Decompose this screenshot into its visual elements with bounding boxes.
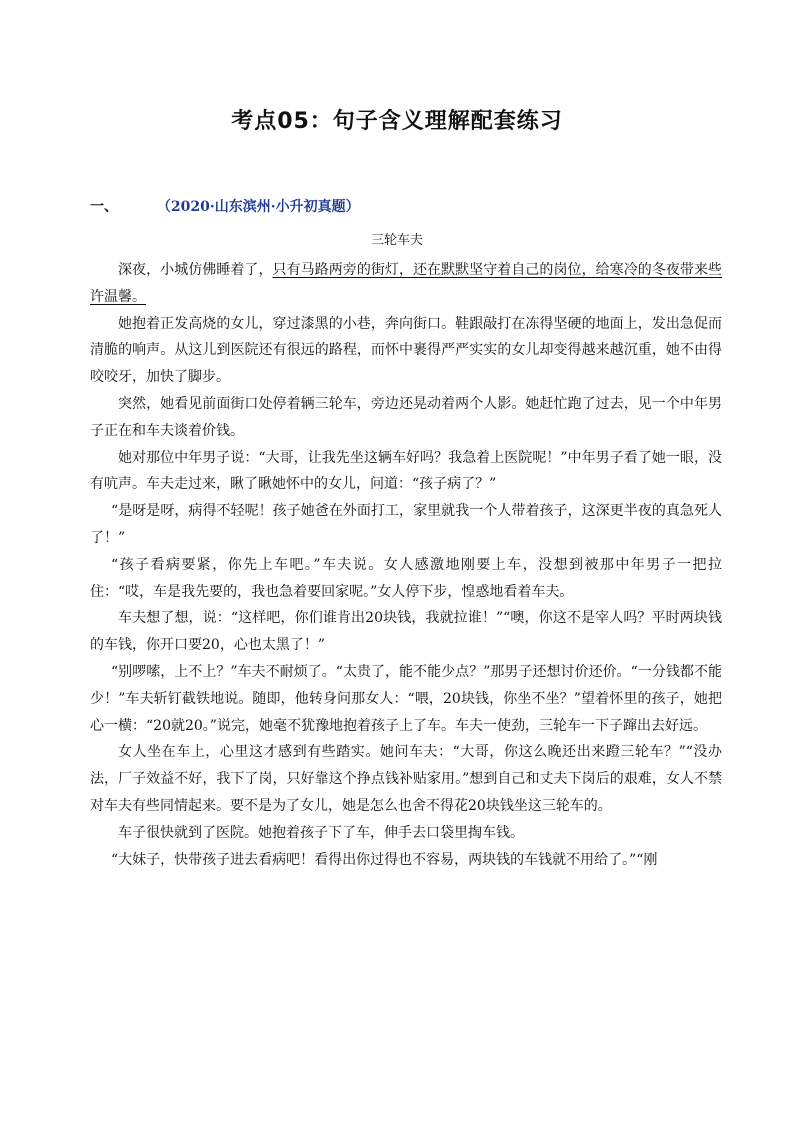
question-header (90, 196, 360, 216)
question-source: （2020·山东滨州·小升初真题） (156, 199, 360, 215)
paragraph: “别啰嗦，上不上？”车夫不耐烦了。“太贵了，能不能少点？”那男子还想讨价还价。“一分钱都不能少！”车夫斩钉截铁地说。随即，他转身问那女人：“喂，20块钱，你坐不坐？”望着怀里的孩子，她把心一横：“20就20。”说完，她毫不犹豫地抱着孩子上了车。车夫一使劲，三轮车一下子蹿出去好远。 (90, 663, 722, 734)
question-number: 一、 (90, 199, 118, 215)
page-title: 考点05：句子含义理解配套练习 (231, 109, 563, 134)
paragraph: “孩子看病要紧，你先上车吧。”车夫说。女人感激地刚要上车，没想到被那中年男子一把拉住：“哎，车是我先要的，我也急着要回家呢。”女人停下步，惶惑地看着车夫。 (90, 556, 722, 600)
story-title: 三轮车夫 (370, 233, 423, 248)
paragraph: 女人坐在车上，心里这才感到有些踏实。她问车夫：“大哥，你这么晚还出来蹬三轮车？”“没办法，厂子效益不好，我下了岗，只好靠这个挣点钱补贴家用。”想到自己和丈夫下岗后的艰难，女人不禁对车夫有些同情起来。要不是为了女儿，她是怎么也舍不得花20块钱坐这三轮车的。 (90, 744, 722, 814)
paragraph: “是呀是呀，病得不轻呢！孩子她爸在外面打工，家里就我一个人带着孩子，这深更半夜的真急死人了！” (90, 503, 722, 546)
story-body (90, 257, 722, 873)
paragraph (90, 257, 722, 311)
paragraph: 突然，她看见前面街口处停着辆三轮车，旁边还晃动着两个人影。她赶忙跑了过去，见一个中年男子正在和车夫谈着价钱。 (90, 395, 722, 439)
paragraph: 她对那位中年男子说：“大哥，让我先坐这辆车好吗？我急着上医院呢！”中年男子看了她一眼，没有吭声。车夫走过来，瞅了瞅她怀中的女儿，问道：“孩子病了？” (90, 449, 722, 493)
underlined-sentence: 只有马路两旁的街灯，还在默默坚守着自己的岗位，给寒冷的冬夜带来些许温馨。 (90, 262, 723, 305)
paragraph: 车子很快就到了医院。她抱着孩子下了车，伸手去口袋里掏车钱。 (118, 824, 524, 841)
paragraph: 她抱着正发高烧的女儿，穿过漆黑的小巷，奔向街口。鞋跟敲打在冻得坚硬的地面上，发出急促而清脆的响声。从这儿到医院还有很远的路程，而怀中裹得严严实实的女儿却变得越来越沉重，她不由得咬咬牙，加快了脚步。 (90, 315, 722, 386)
paragraph: “大妹子，快带孩子进去看病吧！看得出你过得也不容易，两块钱的车钱就不用给了。”“刚 (111, 851, 658, 868)
paragraph-lead: 深夜，小城仿佛睡着了， (118, 262, 273, 278)
paragraph: 车夫想了想，说：“这样吧，你们谁肯出20块钱，我就拉谁！”“噢，你这不是宰人吗？平时两块钱的车钱，你开口要20，心也太黑了！” (90, 610, 722, 654)
